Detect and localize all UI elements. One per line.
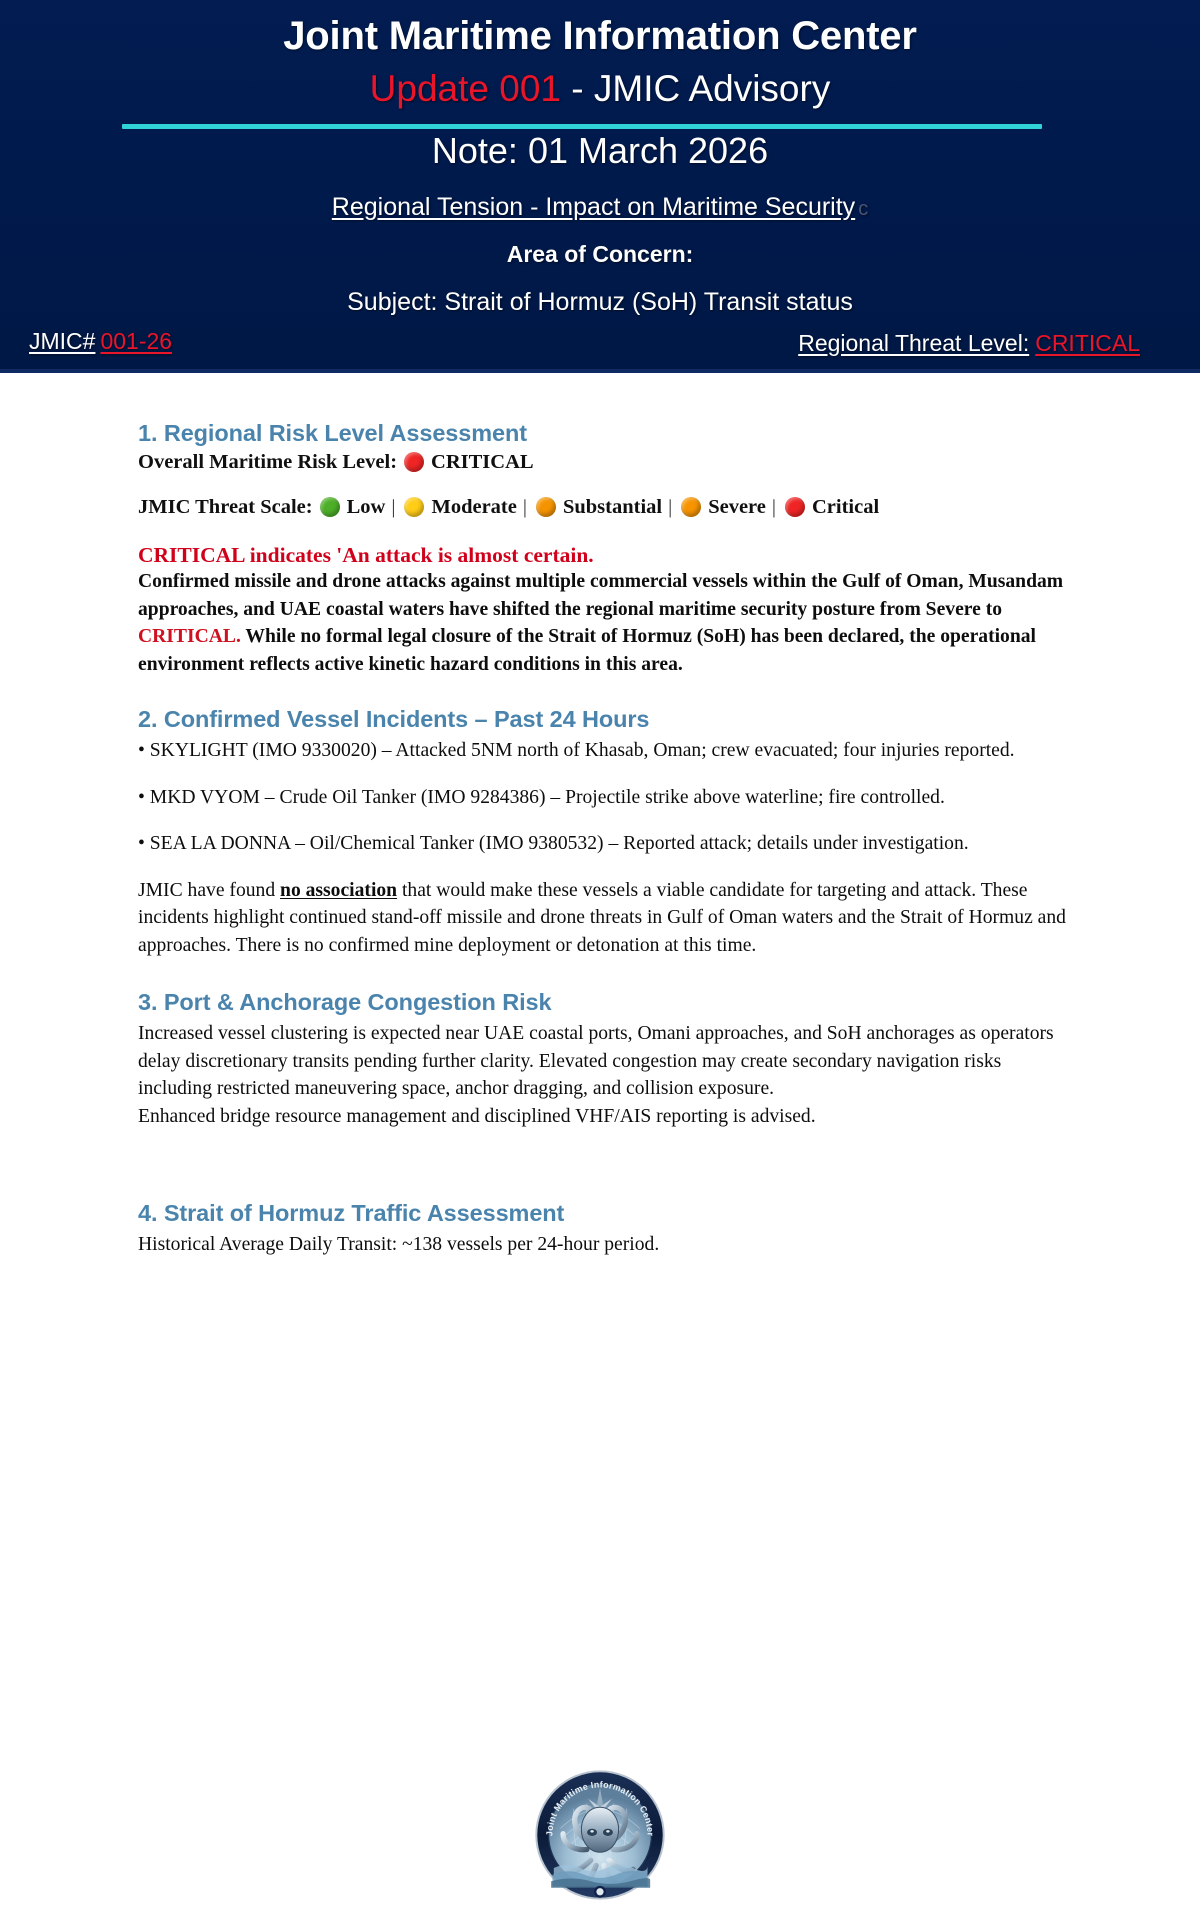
section-1-heading: 1. Regional Risk Level Assessment (138, 420, 527, 446)
section-2-heading: 2. Confirmed Vessel Incidents – Past 24 Hours (138, 706, 650, 732)
section-1-para-part-1: Confirmed missile and drone attacks against multiple commercial vessels within the Gulf of Oman, Musandam approaches, and UAE coastal waters have shifted the regional maritime security posture from Severe to (138, 571, 1064, 620)
threat-scale-label-low: Low (346, 496, 386, 518)
threat-scale-label-critical: Critical (812, 496, 880, 518)
jmic-number-value: 001-26 (100, 328, 173, 354)
advisory-subtitle (0, 68, 1200, 110)
seal-arc-text: Joint Maritime Information Center (544, 1779, 656, 1837)
footer-logo-container (0, 1769, 1200, 1906)
critical-definition-note: CRITICAL indicates 'An attack is almost certain. (138, 543, 594, 567)
octopus-head (581, 1807, 618, 1852)
area-of-concern-label: Area of Concern: (506, 241, 694, 267)
threat-scale-label-moderate: Moderate (431, 496, 517, 518)
section-1-para-part-2: While no formal legal closure of the Strait of Hormuz (SoH) has been declared, the operational environment reflects active kinetic hazard conditions in this area. (138, 626, 1036, 675)
jmic-document-number (29, 328, 172, 355)
advisory-date: Note: 01 March 2026 (431, 130, 769, 171)
document-content (138, 420, 1068, 1259)
threat-scale-label-severe: Severe (708, 496, 766, 518)
header-divider-rule (122, 124, 1042, 129)
section-2-no-association-emphasis: no association (280, 879, 398, 901)
threat-scale-dot-critical (785, 497, 805, 517)
tagline-trailing-artifact: c (858, 198, 869, 220)
threat-scale-separator: | (771, 496, 776, 518)
update-number: Update 001 (369, 68, 561, 109)
section-2-para-part-1: JMIC have found (138, 879, 281, 901)
threat-scale-dot-severe (681, 497, 701, 517)
threat-scale-separator: | (522, 496, 527, 518)
section-4-heading: 4. Strait of Hormuz Traffic Assessment (138, 1200, 565, 1226)
section-4-paragraph-1: Historical Average Daily Transit: ~138 vessels per 24-hour period. (138, 1234, 660, 1255)
document-header-banner (0, 0, 1200, 373)
section-1-paragraph (138, 568, 1068, 678)
section-1-para-critical-emphasis: CRITICAL. (138, 626, 241, 647)
vessel-incident-item: • MKD VYOM – Crude Oil Tanker (IMO 9284386) – Projectile strike above waterline; fire controlled. (138, 784, 1068, 812)
tagline-text: Regional Tension - Impact on Maritime Security (331, 193, 856, 221)
advisory-subject: Subject: Strait of Hormuz (SoH) Transit status (347, 288, 853, 316)
jmic-octopus-seal-icon (534, 1769, 666, 1901)
overall-risk-level-row (138, 451, 1068, 474)
threat-scale-separator: | (668, 496, 673, 518)
advisory-suffix: - JMIC Advisory (561, 68, 831, 109)
threat-scale-row (138, 496, 1068, 519)
section-2-para-part-2: that would make these vessels a viable candidate for targeting and attack. These incidents highlight continued stand-off missile and drone threats in Gulf of Oman waters and the Strait of Hormuz and approaches. There is no confirmed mine deployment or detonation at this time. (138, 879, 1066, 956)
vessel-incident-item: • SKYLIGHT (IMO 9330020) – Attacked 5NM north of Khasab, Oman; crew evacuated; four injuries reported. (138, 737, 1068, 765)
risk-level-dot-critical (404, 452, 424, 472)
threat-scale-label-substantial: Substantial (562, 496, 663, 518)
overall-risk-value: CRITICAL (431, 451, 534, 473)
section-3-paragraph-1: Increased vessel clustering is expected near UAE coastal ports, Omani approaches, and SoH anchorages as operators delay discretionary transits pending further clarity. Elevated congestion may create secondary navigation risks including restricted maneuvering space, anchor dragging, and collision exposure. (138, 1023, 1054, 1099)
jmic-number-label: JMIC# (29, 328, 96, 354)
threat-scale-dot-low (320, 497, 340, 517)
threat-scale-label: JMIC Threat Scale: (138, 496, 313, 518)
threat-level-value: CRITICAL (1035, 330, 1140, 356)
regional-threat-level (798, 330, 1168, 357)
organization-title: Joint Maritime Information Center (283, 14, 917, 58)
section-3-heading: 3. Port & Anchorage Congestion Risk (138, 989, 552, 1015)
section-2-paragraph (138, 877, 1068, 960)
overall-risk-label: Overall Maritime Risk Level: (138, 451, 398, 473)
vessel-incident-item: • SEA LA DONNA – Oil/Chemical Tanker (IMO 9380532) – Reported attack; details under investigation. (138, 830, 1068, 858)
section-3-paragraph-2: Enhanced bridge resource management and disciplined VHF/AIS reporting is advised. (138, 1105, 816, 1127)
threat-scale-separator: | (391, 496, 396, 518)
threat-level-label: Regional Threat Level: (798, 330, 1030, 356)
advisory-tagline (0, 193, 1200, 222)
threat-scale-dot-substantial (536, 497, 556, 517)
threat-scale-dot-moderate (404, 497, 424, 517)
